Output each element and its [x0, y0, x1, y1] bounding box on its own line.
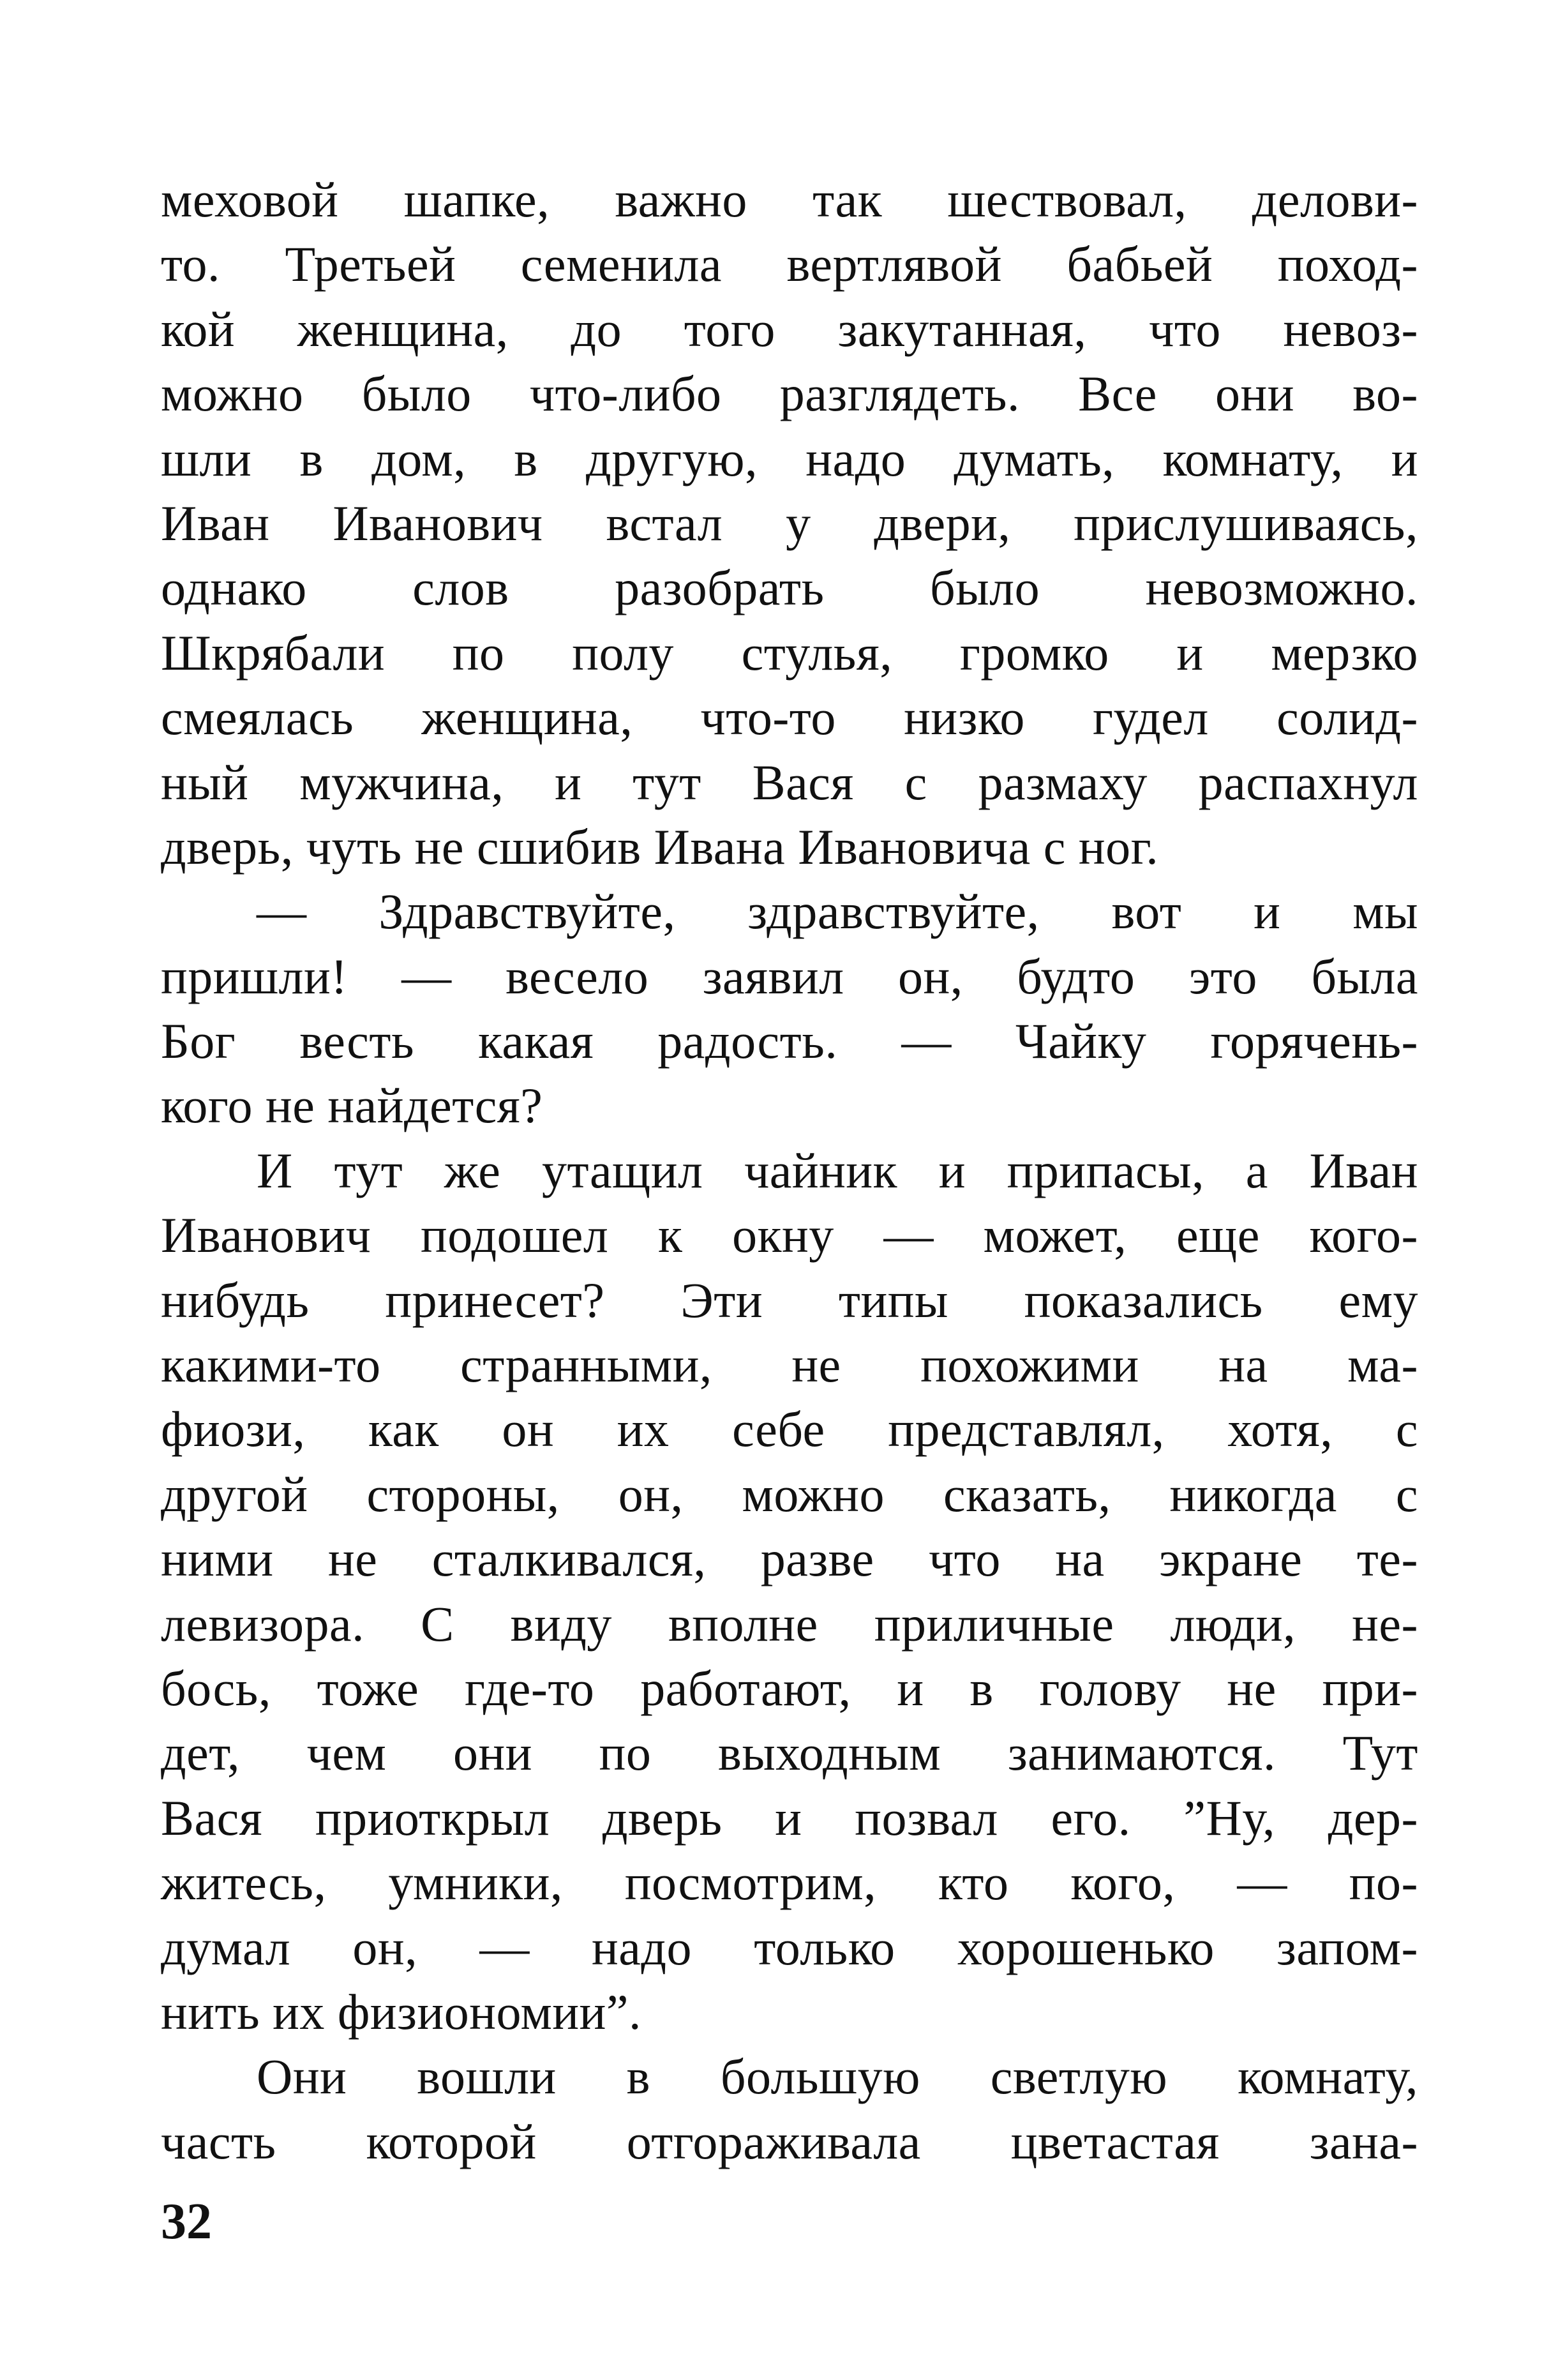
paragraph-first-line: — Здравствуйте, здравствуйте, вот и мы — [257, 884, 1418, 940]
text-line: меховой шапке, важно так шествовал, делови- — [161, 172, 1418, 227]
text-line: ный мужчина, и тут Вася с размаху распахнул — [161, 754, 1418, 810]
text-line: Бог весть какая радость. — Чайку горячень- — [161, 1013, 1418, 1069]
text-line: бось, тоже где-то работают, и в голову не при- — [161, 1660, 1418, 1716]
page-number: 32 — [161, 2194, 212, 2250]
paragraph-first-line: И тут же утащил чайник и припасы, а Иван — [257, 1142, 1418, 1198]
text-line: Иван Иванович встал у двери, прислушиваясь, — [161, 495, 1418, 551]
text-line: кой женщина, до того закутанная, что невоз- — [161, 301, 1418, 357]
text-line: часть которой отгораживала цветастая зана- — [161, 2113, 1418, 2169]
text-line: нить их физиономии”. — [161, 1984, 641, 2040]
text-line: дверь, чуть не сшибив Ивана Ивановича с ног. — [161, 818, 1159, 875]
text-line: Иванович подошел к окну — может, еще кого- — [161, 1207, 1418, 1263]
text-line: то. Третьей семенила вертлявой бабьей поход- — [161, 236, 1418, 292]
text-line: Вася приоткрыл дверь и позвал его. ”Ну, дер- — [161, 1789, 1418, 1846]
text-line: Шкрябали по полу стулья, громко и мерзко — [161, 624, 1418, 681]
text-line: нибудь принесет? Эти типы показались ему — [161, 1272, 1418, 1328]
paragraph-first-line: Они вошли в большую светлую комнату, — [257, 2049, 1418, 2105]
text-line: однако слов разобрать было невозможно. — [161, 560, 1418, 616]
text-line: какими-то странными, не похожими на ма- — [161, 1337, 1418, 1393]
text-line: можно было что-либо разглядеть. Все они во- — [161, 366, 1418, 422]
text-line: фиози, как он их себе представлял, хотя, с — [161, 1401, 1418, 1457]
text-line: левизора. С виду вполне приличные люди, не- — [161, 1595, 1418, 1652]
text-line: пришли! — весело заявил он, будто это была — [161, 948, 1418, 1004]
text-line: дет, чем они по выходным занимаются. Тут — [161, 1725, 1418, 1781]
text-line: кого не найдется? — [161, 1078, 543, 1134]
text-line: думал он, — надо только хорошенько запом- — [161, 1919, 1418, 1975]
text-line: ними не сталкивался, разве что на экране те- — [161, 1531, 1418, 1587]
text-line: шли в дом, в другую, надо думать, комнату, и — [161, 430, 1418, 486]
text-line: житесь, умники, посмотрим, кто кого, — по- — [161, 1855, 1418, 1911]
text-line: смеялась женщина, что-то низко гудел солид- — [161, 689, 1418, 746]
body-text — [161, 167, 1418, 2174]
text-line: другой стороны, он, можно сказать, никогда с — [161, 1466, 1418, 1522]
